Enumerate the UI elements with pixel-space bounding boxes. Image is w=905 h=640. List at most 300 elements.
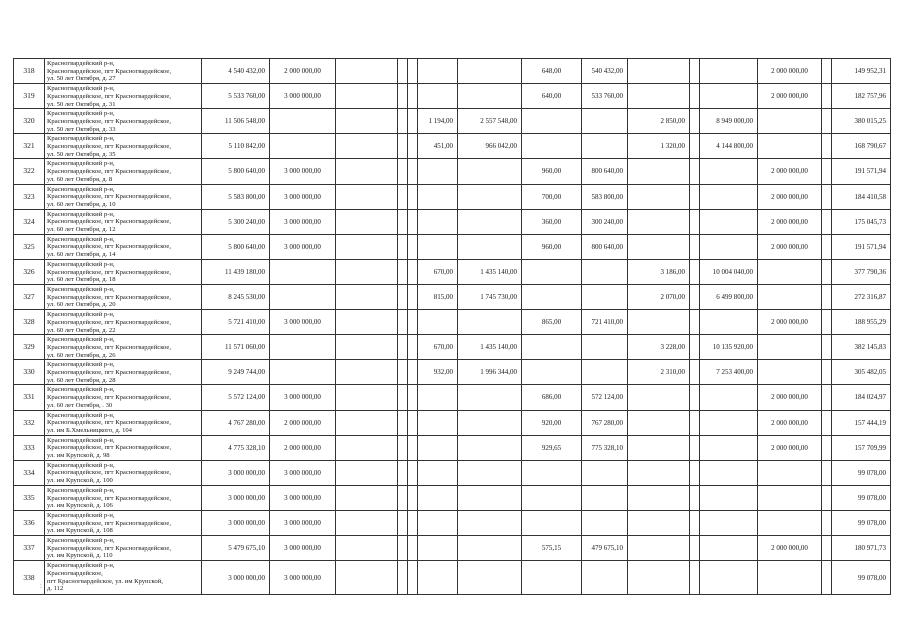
row-number: 330 — [14, 360, 45, 385]
empty-cell — [398, 109, 408, 134]
total-cost-cell: 5 533 760,00 — [202, 84, 270, 109]
amount-cell — [458, 59, 522, 84]
subsidy-cell: 3 000 000,00 — [270, 234, 336, 259]
empty-cell — [690, 460, 700, 485]
empty-cell — [408, 209, 418, 234]
table-row — [14, 310, 891, 335]
row-number: 326 — [14, 259, 45, 284]
amount-cell — [700, 435, 758, 460]
address-line: Красногвардейский р-н, — [47, 210, 115, 218]
amount-cell — [458, 184, 522, 209]
amount-cell: 157 709,99 — [832, 435, 891, 460]
address-cell — [45, 84, 202, 109]
amount-cell: 2 000 000,00 — [758, 159, 822, 184]
empty-cell — [408, 259, 418, 284]
total-cost-cell: 4 767 280,00 — [202, 410, 270, 435]
area-cell: 700,00 — [522, 184, 582, 209]
amount-cell — [758, 561, 822, 595]
amount-cell: 966 042,00 — [458, 134, 522, 159]
subsidy-cell: 3 000 000,00 — [270, 84, 336, 109]
row-number: 336 — [14, 510, 45, 535]
empty-cell — [690, 159, 700, 184]
area-cell — [418, 510, 458, 535]
empty-cell — [398, 410, 408, 435]
empty-cell — [822, 360, 832, 385]
amount-cell — [758, 134, 822, 159]
area-cell: 670,00 — [418, 259, 458, 284]
amount-cell: 99 078,00 — [832, 510, 891, 535]
empty-cell — [398, 385, 408, 410]
address-line: Красногвардейское, пгт Красногвардейское, — [47, 268, 172, 276]
subsidy-cell: 3 000 000,00 — [270, 184, 336, 209]
amount-cell: 157 444,19 — [832, 410, 891, 435]
amount-cell — [700, 561, 758, 595]
table-row — [14, 561, 891, 595]
empty-cell — [408, 435, 418, 460]
address-cell — [45, 561, 202, 595]
address-line: Красногвардейское, пгт Красногвардейское, — [47, 394, 172, 402]
empty-cell — [822, 184, 832, 209]
table-row — [14, 510, 891, 535]
area-cell — [628, 159, 690, 184]
amount-cell — [758, 360, 822, 385]
area-cell — [628, 485, 690, 510]
amount-cell: 2 000 000,00 — [758, 310, 822, 335]
amount-cell: 182 757,96 — [832, 84, 891, 109]
subsidy-cell — [270, 259, 336, 284]
subsidy-cell: 3 000 000,00 — [270, 536, 336, 561]
total-cost-cell: 11 571 060,00 — [202, 335, 270, 360]
area-cell: 670,00 — [418, 335, 458, 360]
table-row — [14, 536, 891, 561]
amount-cell — [758, 460, 822, 485]
area-cell: 932,00 — [418, 360, 458, 385]
empty-cell — [408, 134, 418, 159]
amount-cell: 4 144 800,00 — [700, 134, 758, 159]
empty-cell — [336, 59, 398, 84]
amount-cell — [582, 109, 628, 134]
empty-cell — [690, 184, 700, 209]
empty-cell — [336, 485, 398, 510]
empty-cell — [336, 510, 398, 535]
address-line: Красногвардейское, пгт Красногвардейское, — [47, 343, 172, 351]
address-line: Красногвардейский р-н, — [47, 562, 115, 570]
address-line: Красногвардейское, пгт Красногвардейское, — [47, 318, 172, 326]
amount-cell: 583 800,00 — [582, 184, 628, 209]
empty-cell — [408, 385, 418, 410]
amount-cell — [700, 159, 758, 184]
address-line: Красногвардейский р-н, — [47, 260, 115, 268]
empty-cell — [398, 209, 408, 234]
empty-cell — [690, 561, 700, 595]
address-line: ул. 60 лет Октября, д. 12 — [47, 226, 116, 234]
amount-cell — [758, 259, 822, 284]
total-cost-cell: 5 572 124,00 — [202, 385, 270, 410]
row-number: 324 — [14, 209, 45, 234]
address-cell — [45, 209, 202, 234]
area-cell — [628, 184, 690, 209]
empty-cell — [336, 184, 398, 209]
amount-cell: 99 078,00 — [832, 485, 891, 510]
empty-cell — [822, 510, 832, 535]
empty-cell — [822, 536, 832, 561]
amount-cell: 7 253 400,00 — [700, 360, 758, 385]
table-row — [14, 335, 891, 360]
subsidy-cell: 3 000 000,00 — [270, 510, 336, 535]
amount-cell — [458, 385, 522, 410]
amount-cell — [758, 485, 822, 510]
empty-cell — [690, 385, 700, 410]
subsidy-cell: 2 000 000,00 — [270, 435, 336, 460]
address-line: д. 112 — [47, 585, 64, 593]
amount-cell: 1 435 140,00 — [458, 335, 522, 360]
total-cost-cell: 5 800 640,00 — [202, 234, 270, 259]
address-line: ул. 60 лет Октября, д. 10 — [47, 200, 116, 208]
area-cell: 1 194,00 — [418, 109, 458, 134]
amount-cell: 149 952,31 — [832, 59, 891, 84]
address-line: Красногвардейское, пгт Красногвардейское, — [47, 293, 172, 301]
address-cell — [45, 234, 202, 259]
total-cost-cell: 5 110 842,00 — [202, 134, 270, 159]
address-line: Красногвардейское, пгт Красногвардейское, — [47, 519, 172, 527]
amount-cell — [700, 485, 758, 510]
address-line: ул. 60 лет Октября, д. 18 — [47, 276, 116, 284]
row-number: 329 — [14, 335, 45, 360]
row-number: 323 — [14, 184, 45, 209]
amount-cell: 10 004 040,00 — [700, 259, 758, 284]
empty-cell — [690, 109, 700, 134]
empty-cell — [690, 435, 700, 460]
table-row — [14, 460, 891, 485]
table-row — [14, 234, 891, 259]
empty-cell — [822, 310, 832, 335]
empty-cell — [336, 561, 398, 595]
empty-cell — [690, 134, 700, 159]
amount-cell: 184 410,58 — [832, 184, 891, 209]
amount-cell: 1 996 344,00 — [458, 360, 522, 385]
table-row — [14, 109, 891, 134]
row-number: 321 — [14, 134, 45, 159]
address-line: Красногвардейский р-н, — [47, 85, 115, 93]
row-number: 320 — [14, 109, 45, 134]
empty-cell — [398, 335, 408, 360]
amount-cell — [758, 335, 822, 360]
total-cost-cell: 11 439 180,00 — [202, 259, 270, 284]
subsidy-cell — [270, 335, 336, 360]
area-cell: 929,65 — [522, 435, 582, 460]
amount-cell — [758, 284, 822, 309]
address-line: ул. им Крупской, д. 98 — [47, 452, 110, 460]
total-cost-cell: 8 245 530,00 — [202, 284, 270, 309]
amount-cell — [700, 410, 758, 435]
area-cell — [628, 59, 690, 84]
empty-cell — [398, 360, 408, 385]
empty-cell — [822, 109, 832, 134]
area-cell: 360,00 — [522, 209, 582, 234]
empty-cell — [690, 234, 700, 259]
address-line: ул. 50 лет Октября, д. 35 — [47, 150, 116, 158]
address-line: Красногвардейский р-н, — [47, 537, 115, 545]
area-cell: 451,00 — [418, 134, 458, 159]
amount-cell — [458, 460, 522, 485]
address-line: Красногвардейский р-н, — [47, 486, 115, 494]
total-cost-cell: 5 479 675,10 — [202, 536, 270, 561]
area-cell: 960,00 — [522, 159, 582, 184]
area-cell — [628, 510, 690, 535]
empty-cell — [336, 385, 398, 410]
empty-cell — [408, 184, 418, 209]
empty-cell — [336, 360, 398, 385]
subsidy-cell: 2 000 000,00 — [270, 59, 336, 84]
amount-cell: 188 955,29 — [832, 310, 891, 335]
area-cell — [522, 485, 582, 510]
amount-cell: 99 078,00 — [832, 561, 891, 595]
address-line: Красногвардейский р-н, — [47, 361, 115, 369]
amount-cell — [458, 435, 522, 460]
amount-cell: 99 078,00 — [832, 460, 891, 485]
empty-cell — [398, 460, 408, 485]
area-cell — [628, 460, 690, 485]
table-row — [14, 134, 891, 159]
address-line: ул. 60 лет Октября, д. 28 — [47, 376, 116, 384]
empty-cell — [822, 209, 832, 234]
address-cell — [45, 284, 202, 309]
empty-cell — [690, 284, 700, 309]
amount-cell: 2 000 000,00 — [758, 59, 822, 84]
amount-cell — [700, 510, 758, 535]
address-line: ул. 50 лет Октября, д. 33 — [47, 125, 116, 133]
empty-cell — [398, 536, 408, 561]
empty-cell — [408, 109, 418, 134]
address-cell — [45, 485, 202, 510]
scan-mark: : — [40, 582, 42, 590]
area-cell: 686,00 — [522, 385, 582, 410]
area-cell — [418, 385, 458, 410]
empty-cell — [336, 134, 398, 159]
address-line: ул. 60 лет Октября, д. 8 — [47, 175, 113, 183]
address-line: ул. 60 лет Октября, д. 14 — [47, 251, 116, 259]
amount-cell — [458, 410, 522, 435]
amount-cell — [582, 284, 628, 309]
area-cell — [418, 536, 458, 561]
amount-cell: 2 000 000,00 — [758, 410, 822, 435]
address-line: ул. 50 лет Октября, д. 31 — [47, 100, 116, 108]
amount-cell — [458, 209, 522, 234]
amount-cell: 380 015,25 — [832, 109, 891, 134]
address-line: ул. 60 лет Октября, д. 22 — [47, 326, 116, 334]
row-number: 331 — [14, 385, 45, 410]
address-line: Красногвардейское, пгт Красногвардейское, — [47, 494, 172, 502]
address-cell — [45, 134, 202, 159]
address-line: Красногвардейское, пгт Красногвардейское, — [47, 193, 172, 201]
subsidy-cell: 3 000 000,00 — [270, 485, 336, 510]
area-cell — [522, 284, 582, 309]
empty-cell — [408, 510, 418, 535]
total-cost-cell: 3 000 000,00 — [202, 485, 270, 510]
amount-cell: 191 571,94 — [832, 234, 891, 259]
empty-cell — [408, 284, 418, 309]
amount-cell: 2 000 000,00 — [758, 84, 822, 109]
amount-cell — [700, 460, 758, 485]
area-cell — [418, 84, 458, 109]
empty-cell — [408, 460, 418, 485]
empty-cell — [336, 159, 398, 184]
address-line: Красногвардейское, пгт Красногвардейское, — [47, 168, 172, 176]
empty-cell — [408, 59, 418, 84]
empty-cell — [822, 159, 832, 184]
row-number: 328 — [14, 310, 45, 335]
area-cell — [522, 335, 582, 360]
amount-cell — [700, 184, 758, 209]
address-cell — [45, 460, 202, 485]
amount-cell: 1 435 140,00 — [458, 259, 522, 284]
address-line: ул. им Крупской, д. 108 — [47, 527, 113, 535]
amount-cell: 300 240,00 — [582, 209, 628, 234]
amount-cell: 2 000 000,00 — [758, 385, 822, 410]
address-line: пгт Красногвардейское, ул. им Крупской, — [47, 577, 163, 585]
empty-cell — [398, 310, 408, 335]
address-cell — [45, 159, 202, 184]
empty-cell — [398, 134, 408, 159]
area-cell — [418, 561, 458, 595]
address-line: Красногвардейское, пгт Красногвардейское, — [47, 544, 172, 552]
address-line: ул. 60 лет Октября, д. 20 — [47, 301, 116, 309]
amount-cell — [458, 561, 522, 595]
address-line: Красногвардейское, пгт Красногвардейское, — [47, 67, 172, 75]
empty-cell — [822, 84, 832, 109]
amount-cell — [700, 536, 758, 561]
address-line: Красногвардейское, пгт Красногвардейское, — [47, 143, 172, 151]
total-cost-cell: 3 000 000,00 — [202, 561, 270, 595]
amount-cell: 572 124,00 — [582, 385, 628, 410]
empty-cell — [408, 310, 418, 335]
table-row — [14, 385, 891, 410]
table-row — [14, 485, 891, 510]
amount-cell — [700, 59, 758, 84]
address-line: Красногвардейский р-н, — [47, 511, 115, 519]
total-cost-cell: 11 506 548,00 — [202, 109, 270, 134]
area-cell: 640,00 — [522, 84, 582, 109]
area-cell — [628, 84, 690, 109]
empty-cell — [398, 510, 408, 535]
address-line: Красногвардейский р-н, — [47, 411, 115, 419]
amount-cell: 2 557 548,00 — [458, 109, 522, 134]
subsidy-cell: 3 000 000,00 — [270, 385, 336, 410]
empty-cell — [822, 59, 832, 84]
subsidy-cell — [270, 109, 336, 134]
area-cell — [418, 59, 458, 84]
table-row — [14, 84, 891, 109]
address-line: Красногвардейский р-н, — [47, 386, 115, 394]
empty-cell — [822, 134, 832, 159]
empty-cell — [398, 259, 408, 284]
area-cell — [418, 485, 458, 510]
address-line: Красногвардейское, пгт Красногвардейское, — [47, 117, 172, 125]
empty-cell — [822, 410, 832, 435]
empty-cell — [398, 184, 408, 209]
amount-cell — [582, 485, 628, 510]
area-cell: 2 850,00 — [628, 109, 690, 134]
area-cell — [522, 460, 582, 485]
address-line: Красногвардейский р-н, — [47, 235, 115, 243]
amount-cell — [700, 84, 758, 109]
total-cost-cell: 4 540 432,00 — [202, 59, 270, 84]
area-cell — [418, 159, 458, 184]
empty-cell — [408, 159, 418, 184]
amount-cell — [458, 234, 522, 259]
subsidy-cell: 3 000 000,00 — [270, 159, 336, 184]
amount-cell — [458, 310, 522, 335]
address-cell — [45, 335, 202, 360]
empty-cell — [336, 435, 398, 460]
table-row — [14, 159, 891, 184]
amount-cell: 533 760,00 — [582, 84, 628, 109]
empty-cell — [398, 159, 408, 184]
amount-cell — [758, 510, 822, 535]
address-line: Красногвардейский р-н, — [47, 336, 115, 344]
amount-cell: 2 000 000,00 — [758, 234, 822, 259]
area-cell — [418, 460, 458, 485]
amount-cell — [582, 561, 628, 595]
address-line: ул. 60 лет Октября, д. 26 — [47, 351, 116, 359]
subsidy-cell: 3 000 000,00 — [270, 561, 336, 595]
address-line: Красногвардейский р-н, — [47, 185, 115, 193]
empty-cell — [336, 84, 398, 109]
table-row — [14, 284, 891, 309]
amount-cell — [582, 460, 628, 485]
row-number: 318 — [14, 59, 45, 84]
row-number: 337 — [14, 536, 45, 561]
row-number: 325 — [14, 234, 45, 259]
area-cell — [522, 134, 582, 159]
area-cell: 3 228,00 — [628, 335, 690, 360]
amount-cell: 8 949 000,00 — [700, 109, 758, 134]
address-line: ул. им Крупской, д. 100 — [47, 477, 113, 485]
amount-cell — [582, 360, 628, 385]
empty-cell — [336, 410, 398, 435]
empty-cell — [822, 385, 832, 410]
row-number: 338 — [14, 561, 45, 595]
area-cell: 815,00 — [418, 284, 458, 309]
address-line: Красногвардейский р-н, — [47, 160, 115, 168]
table-row — [14, 410, 891, 435]
address-cell — [45, 59, 202, 84]
empty-cell — [822, 259, 832, 284]
amount-cell — [582, 259, 628, 284]
amount-cell: 2 000 000,00 — [758, 435, 822, 460]
row-number: 322 — [14, 159, 45, 184]
address-line: Красногвардейское, пгт Красногвардейское, — [47, 218, 172, 226]
amount-cell: 272 316,87 — [832, 284, 891, 309]
empty-cell — [408, 410, 418, 435]
address-line: Красногвардейский р-н, — [47, 311, 115, 319]
address-line: ул. им Крупской, д. 106 — [47, 502, 113, 510]
empty-cell — [336, 335, 398, 360]
subsidy-cell — [270, 360, 336, 385]
address-cell — [45, 536, 202, 561]
address-line: Красногвардейское, — [47, 569, 103, 577]
empty-cell — [408, 360, 418, 385]
area-cell: 2 310,00 — [628, 360, 690, 385]
area-cell: 960,00 — [522, 234, 582, 259]
amount-cell: 800 640,00 — [582, 159, 628, 184]
empty-cell — [398, 561, 408, 595]
amount-cell: 1 745 730,00 — [458, 284, 522, 309]
empty-cell — [408, 561, 418, 595]
area-cell — [628, 385, 690, 410]
area-cell: 2 070,00 — [628, 284, 690, 309]
area-cell — [522, 109, 582, 134]
